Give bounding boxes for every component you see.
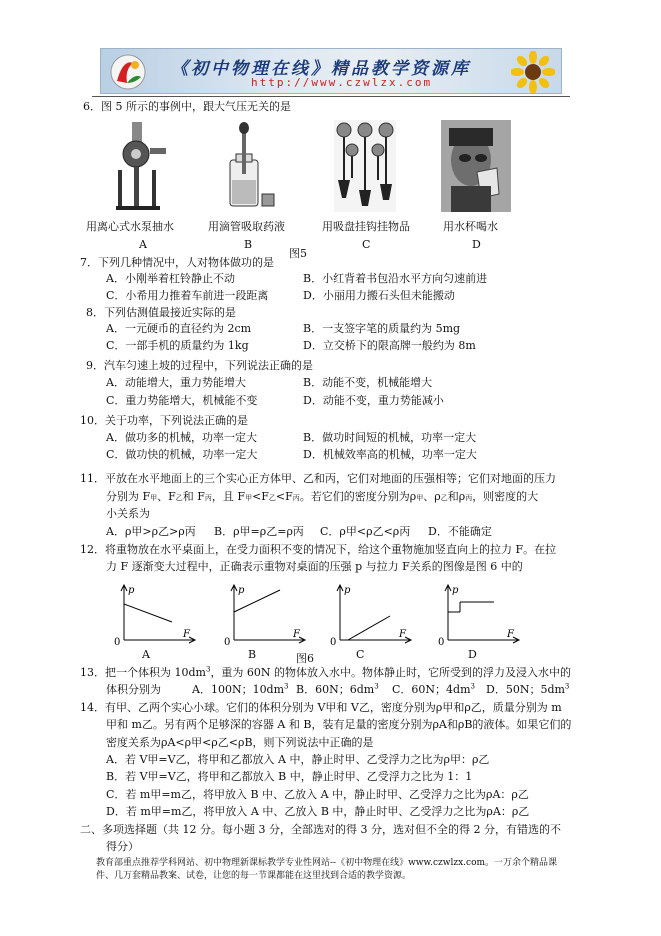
section2-heading-cont: 得分） bbox=[106, 840, 139, 853]
header-banner bbox=[100, 48, 562, 94]
suction-hooks-figure bbox=[334, 120, 396, 212]
q12-line1: 12．将重物放在水平桌面上，在受力面积不变的情况下，给这个重物施加竖直向上的拉力 F。在拉 bbox=[80, 543, 557, 556]
q6-caption-a: 用离心式水泵抽水 bbox=[86, 220, 174, 233]
q7-option-c: C．小希用力推着车前进一段距离 bbox=[106, 289, 269, 302]
q12-graph-a bbox=[110, 582, 200, 648]
q12-graph-b-f-label: F bbox=[293, 629, 300, 640]
q12-graph-c-origin: 0 bbox=[330, 637, 337, 648]
q12-graph-b-p-label: p bbox=[238, 585, 245, 596]
q14-line3: 密度关系为ρA<ρ甲<ρ乙<ρB，则下列说法中正确的是 bbox=[106, 736, 374, 749]
site-logo-icon bbox=[109, 53, 147, 91]
header-rule bbox=[92, 96, 570, 97]
q12-graph-d-origin: 0 bbox=[438, 637, 445, 648]
q13-option-d: D．50N；$5dm^3$ bbox=[486, 682, 570, 696]
q8-option-b: B．一支签字笔的质量约为 5mg bbox=[303, 322, 461, 335]
q6-caption-c: 用吸盘挂钩挂物品 bbox=[322, 220, 410, 233]
q7-option-a: A．小刚举着杠铃静止不动 bbox=[106, 272, 235, 285]
q14-option-b: B．若 V甲=V乙，将甲和乙都放入 B 中，静止时甲、乙受浮力之比为 1：1 bbox=[106, 770, 473, 783]
q6-letter-b: B bbox=[244, 238, 253, 251]
q14-line1: 14．有甲、乙两个实心小球。它们的体积分别为 V甲和 V乙，密度分别为ρ甲和ρ乙，质量分别为 m bbox=[80, 701, 562, 714]
q12-graph-b bbox=[220, 582, 310, 648]
dropper-figure bbox=[222, 120, 278, 212]
q12-line2: 力 F 逐渐变大过程中，正确表示重物对桌面的压强 p 与拉力 F关系的图像是图 6 中的 bbox=[106, 560, 523, 573]
q12-graph-a-p-label: p bbox=[128, 585, 135, 596]
sunflower-icon bbox=[511, 51, 555, 93]
q12-graph-d-p-label: p bbox=[452, 585, 459, 596]
pump-figure bbox=[112, 120, 170, 212]
q13-option-b: B．60N；$6dm^3$ bbox=[296, 682, 379, 696]
q12-graph-c bbox=[326, 582, 416, 648]
q13-line2: 体积分别为 bbox=[106, 683, 161, 696]
q13-option-c: C．60N；$4dm^3$ bbox=[392, 682, 475, 696]
q10-option-c: C．做功快的机械，功率一定大 bbox=[106, 448, 258, 461]
q12-graph-a-origin: 0 bbox=[114, 637, 121, 648]
q12-fig-label: 图6 bbox=[296, 652, 314, 665]
q11-line1: 11．平放在水平地面上的三个实心正方体甲、乙和丙，它们对地面的压强相等；它们对地面的压力 bbox=[80, 472, 556, 485]
q14-option-a: A．若 V甲=V乙，将甲和乙都放入 A 中，静止时甲、乙受浮力之比为ρ甲：ρ乙 bbox=[106, 753, 490, 766]
q12-letter-d: D bbox=[468, 648, 477, 661]
q7-stem: 7．下列几种情况中，人对物体做功的是 bbox=[80, 256, 274, 269]
footer-line1: 教育部重点推荐学科网站、初中物理新课标教学专业性网站--《初中物理在线》www.czwlzx.com。一万余个精品课 bbox=[96, 858, 558, 868]
site-title: 《初中物理在线》精品教学资源库 bbox=[171, 59, 471, 79]
q12-graph-a-f-label: F bbox=[183, 629, 190, 640]
footer bbox=[96, 857, 566, 883]
section2-heading: 二、多项选择题（共 12 分。每小题 3 分，全部选对的得 3 分，选对但不全的得 2 分，有错选的不 bbox=[80, 823, 561, 836]
q6-letter-a: A bbox=[139, 238, 147, 251]
q9-option-b: B．动能不变，机械能增大 bbox=[303, 376, 433, 389]
q12-graph-c-p-label: p bbox=[344, 585, 351, 596]
q8-option-d: D．立交桥下的限高牌一般约为 8m bbox=[303, 339, 476, 352]
q12-letter-b: B bbox=[248, 648, 257, 661]
q6-letter-d: D bbox=[472, 238, 481, 251]
q8-stem: 8．下列估测值最接近实际的是 bbox=[86, 306, 236, 319]
q6-caption-b: 用滴管吸取药液 bbox=[208, 220, 285, 233]
q13-line1: 13．把一个体积为 $10dm^3$，重为 60N 的物体放入水中。物体静止时，它所受到的浮力及浸入水中的 bbox=[80, 665, 572, 679]
q11-option-c: C．ρ甲<ρ乙<ρ丙 bbox=[320, 525, 411, 538]
q12-graph-b-origin: 0 bbox=[224, 637, 231, 648]
q10-stem: 10．关于功率，下列说法正确的是 bbox=[80, 414, 248, 427]
q11-option-d: D．不能确定 bbox=[428, 525, 492, 538]
q12-graph-d bbox=[434, 582, 524, 648]
q7-option-b: B．小红背着书包沿水平方向匀速前进 bbox=[303, 272, 488, 285]
q14-option-c: C．若 m甲=m乙，将甲放入 B 中、乙放入 A 中，静止时甲、乙受浮力之比为ρA：ρ乙 bbox=[106, 788, 529, 801]
q11-option-a: A．ρ甲>ρ乙>ρ丙 bbox=[106, 525, 196, 538]
q8-option-c: C．一部手机的质量约为 1kg bbox=[106, 339, 249, 352]
q9-option-c: C．重力势能增大，机械能不变 bbox=[106, 394, 258, 407]
q9-option-a: A．动能增大，重力势能增大 bbox=[106, 376, 246, 389]
q10-option-a: A．做功多的机械，功率一定大 bbox=[106, 431, 257, 444]
q12-letter-a: A bbox=[142, 648, 150, 661]
footer-line2: 件、几万套精品教案、试卷，让您的每一节课都能在这里找到合适的教学资源。 bbox=[96, 871, 412, 881]
q6-caption-d: 用水杯喝水 bbox=[443, 220, 498, 233]
q13-option-a: A．100N；$10dm^3$ bbox=[192, 682, 289, 696]
q11-line3: 小关系为 bbox=[106, 507, 150, 520]
q10-option-b: B．做功时间短的机械，功率一定大 bbox=[303, 431, 477, 444]
q8-option-a: A．一元硬币的直径约为 2cm bbox=[106, 322, 252, 335]
q6-stem: 6．图 5 所示的事例中，跟大气压无关的是 bbox=[83, 100, 291, 113]
q14-line2: 甲和 m乙。另有两个足够深的容器 A 和 B，装有足量的密度分别为ρA和ρB的液体。如果它们的 bbox=[106, 718, 572, 731]
q12-letter-c: C bbox=[356, 648, 365, 661]
q11-line2: 分别为 F甲、F乙和 F丙，且 F甲<F乙<F丙。若它们的密度分别为ρ甲、ρ乙和ρ丙，则密度的大 bbox=[106, 490, 539, 503]
q9-option-d: D．动能不变，重力势能减小 bbox=[303, 394, 444, 407]
q12-graph-d-f-label: F bbox=[507, 629, 514, 640]
drinking-figure bbox=[441, 120, 511, 212]
q6-letter-c: C bbox=[362, 238, 371, 251]
q12-graph-c-f-label: F bbox=[399, 629, 406, 640]
q6-fig-label: 图5 bbox=[289, 247, 307, 260]
q9-stem: 9．汽车匀速上坡的过程中，下列说法正确的是 bbox=[86, 359, 313, 372]
q11-option-b: B．ρ甲=ρ乙=ρ丙 bbox=[214, 525, 304, 538]
q7-option-d: D．小丽用力搬石头但未能搬动 bbox=[303, 289, 455, 302]
site-url[interactable]: http://www.czwlzx.com bbox=[251, 76, 433, 89]
q10-option-d: D．机械效率高的机械，功率一定大 bbox=[303, 448, 477, 461]
q14-option-d: D．若 m甲=m乙，将甲放入 A 中、乙放入 B 中，静止时甲、乙受浮力之比为ρA：ρ乙 bbox=[106, 805, 530, 818]
